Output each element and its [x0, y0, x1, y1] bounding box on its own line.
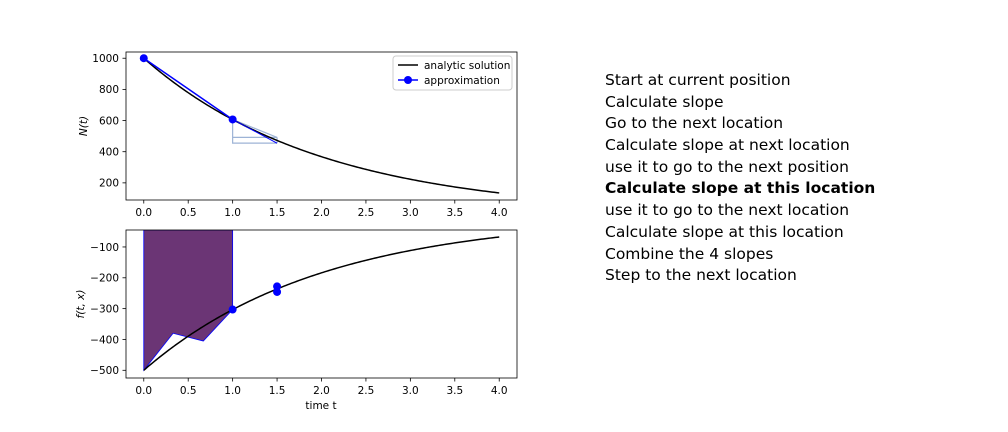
legend-approximation-marker — [404, 76, 412, 84]
bottom-axes — [75, 230, 517, 412]
y-tick-label: 400 — [98, 146, 119, 159]
bottom-x-axis-label: time t — [305, 400, 337, 412]
y-tick-label: −100 — [90, 241, 119, 254]
bottom-x-ticks — [135, 378, 507, 397]
rk4-steps-list — [605, 70, 875, 287]
x-tick-label: 2.5 — [357, 207, 375, 219]
x-tick-label: 4.0 — [490, 385, 508, 397]
x-tick-label: 2.5 — [357, 385, 375, 397]
legend-approximation-label: approximation — [424, 75, 500, 87]
x-tick-label: 3.0 — [402, 385, 419, 397]
approximation-point — [229, 115, 237, 123]
x-tick-label: 3.5 — [446, 207, 464, 219]
top-axes — [78, 52, 517, 219]
y-tick-label: −200 — [90, 272, 119, 285]
x-tick-label: 0.5 — [179, 207, 197, 219]
step-item: Start at current position — [605, 71, 791, 89]
step-item: use it to go to the next location — [605, 201, 850, 220]
x-tick-label: 4.0 — [490, 207, 508, 219]
top-y-ticks — [92, 53, 126, 190]
slope-point — [273, 288, 281, 296]
y-tick-label: −500 — [90, 365, 119, 378]
approximation-point — [140, 54, 148, 62]
step-item: Calculate slope — [605, 92, 724, 111]
y-tick-label: 600 — [98, 115, 119, 128]
step-item: use it to go to the next position — [605, 157, 849, 176]
bottom-y-axis-label: f(t, x) — [75, 289, 87, 319]
top-x-ticks — [135, 200, 507, 219]
y-tick-label: 800 — [98, 84, 119, 97]
step-item: Calculate slope at next location — [605, 136, 850, 155]
step-item: Calculate slope at this location — [605, 222, 844, 241]
step-item: Calculate slope at this location — [605, 179, 876, 198]
legend-analytic-label: analytic solution — [424, 60, 511, 72]
x-tick-label: 2.0 — [313, 385, 330, 397]
x-tick-label: 1.0 — [224, 207, 241, 219]
x-tick-label: 1.5 — [268, 385, 286, 397]
bottom-y-ticks — [90, 242, 126, 377]
legend — [393, 56, 512, 90]
x-tick-label: 3.0 — [402, 207, 419, 219]
step-item: Combine the 4 slopes — [605, 244, 774, 263]
y-tick-label: −300 — [90, 303, 119, 316]
x-tick-label: 1.5 — [268, 207, 286, 219]
step-item: Go to the next location — [605, 114, 784, 133]
top-y-axis-label: N(t) — [78, 115, 90, 137]
x-tick-label: 3.5 — [446, 385, 464, 397]
step-item: Step to the next location — [605, 266, 797, 285]
slope-point — [229, 306, 237, 314]
y-tick-label: −400 — [90, 334, 119, 347]
x-tick-label: 0.5 — [179, 385, 197, 397]
x-tick-label: 0.0 — [135, 385, 153, 397]
x-tick-label: 1.0 — [224, 385, 241, 397]
y-tick-label: 1000 — [92, 53, 119, 66]
x-tick-label: 2.0 — [313, 207, 330, 219]
y-tick-label: 200 — [98, 177, 119, 190]
x-tick-label: 0.0 — [135, 207, 153, 219]
